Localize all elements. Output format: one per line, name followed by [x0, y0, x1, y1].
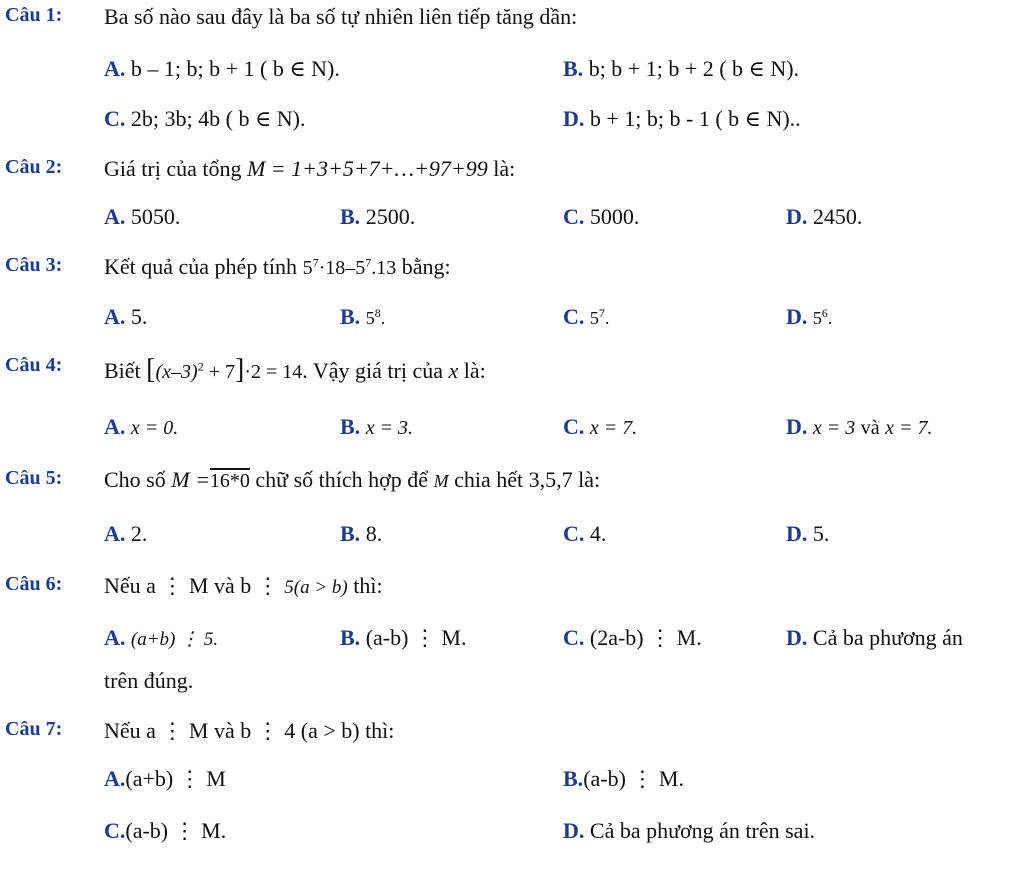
question-text: Ba số nào sau đây là ba số tự nhiên liên tiếp tăng dần:	[104, 4, 578, 29]
option-b[interactable]: B. b; b + 1; b + 2 ( b ∈ N).	[563, 56, 800, 81]
option-b[interactable]: B. 8.	[340, 521, 383, 546]
question-number: Câu 2:	[5, 156, 63, 178]
question-number: Câu 3:	[5, 254, 63, 276]
option-d[interactable]: D. 2450.	[786, 204, 863, 229]
option-a[interactable]: A. 5050.	[104, 204, 181, 229]
question-text: Giá trị của tổng M = 1+3+5+7+…+97+99 là:	[104, 156, 516, 181]
sum-expression: M = 1+3+5+7+…+97+99	[246, 156, 488, 181]
option-b[interactable]: B. 2500.	[340, 204, 416, 229]
question-number: Câu 4:	[5, 354, 63, 376]
question-number: Câu 1:	[5, 4, 63, 26]
option-d[interactable]: D. $5^6$.	[786, 304, 833, 329]
question-text: Biết $[(x-3)^2 + 7]\cdot 2 = 14$. Vậy giá trị của x là:	[104, 354, 486, 385]
overlined-number: 16*0	[209, 470, 250, 492]
option-a[interactable]: A. b – 1; b; b + 1 ( b ∈ N).	[104, 56, 340, 81]
option-d[interactable]: D. b + 1; b; b - 1 ( b ∈ N)..	[563, 106, 801, 131]
option-d[interactable]: D. Cả ba phương án trên sai.	[563, 818, 816, 843]
option-b[interactable]: B. (a-b) ⋮ M.	[340, 625, 467, 650]
option-d[interactable]: D. 5.	[786, 521, 830, 546]
option-a[interactable]: A. 2.	[104, 521, 148, 546]
question-text: Kết quả của phép tính $5^7\cdot 18-5^7.13$ bằng:	[104, 254, 451, 279]
option-c[interactable]: C. 2b; 3b; 4b ( b ∈ N).	[104, 106, 306, 131]
equation-expression: $[(x-3)^2 + 7]\cdot 2 = 14$	[146, 354, 303, 385]
option-a[interactable]: A. 5.	[104, 304, 148, 329]
question-number: Câu 7:	[5, 718, 63, 740]
option-c[interactable]: C. 4.	[563, 521, 607, 546]
option-d[interactable]: D. Cả ba phương án	[786, 625, 963, 650]
option-a[interactable]: A.(a+b) ⋮ M	[104, 766, 226, 791]
option-c[interactable]: C.(a-b) ⋮ M.	[104, 818, 227, 843]
question-text: Nếu a ⋮ M và b ⋮ 5(a > b) thì:	[104, 573, 383, 598]
question-number: Câu 5:	[5, 467, 63, 489]
question-text: Cho số M =16*0 chữ số thích hợp để M chia hết 3,5,7 là:	[104, 467, 601, 492]
option-d[interactable]: D. x = 3 và x = 7.	[786, 414, 933, 439]
option-b[interactable]: B.(a-b) ⋮ M.	[563, 766, 684, 791]
option-c[interactable]: C. x = 7.	[563, 414, 638, 439]
option-c[interactable]: C. 5000.	[563, 204, 640, 229]
option-b[interactable]: B. $5^8$.	[340, 304, 386, 329]
option-a[interactable]: A. (a+b) ⋮ 5.	[104, 625, 219, 650]
option-c[interactable]: C. (2a-b) ⋮ M.	[563, 625, 702, 650]
option-a[interactable]: A. x = 0.	[104, 414, 179, 439]
option-c[interactable]: C. $5^7$.	[563, 304, 610, 329]
option-d-continued: trên đúng.	[104, 668, 194, 693]
question-number: Câu 6:	[5, 573, 63, 595]
option-b[interactable]: B. x = 3.	[340, 414, 414, 439]
power-expression: $5^7\cdot 18-5^7.13$	[302, 255, 397, 279]
question-text: Nếu a ⋮ M và b ⋮ 4 (a > b) thì:	[104, 718, 395, 743]
